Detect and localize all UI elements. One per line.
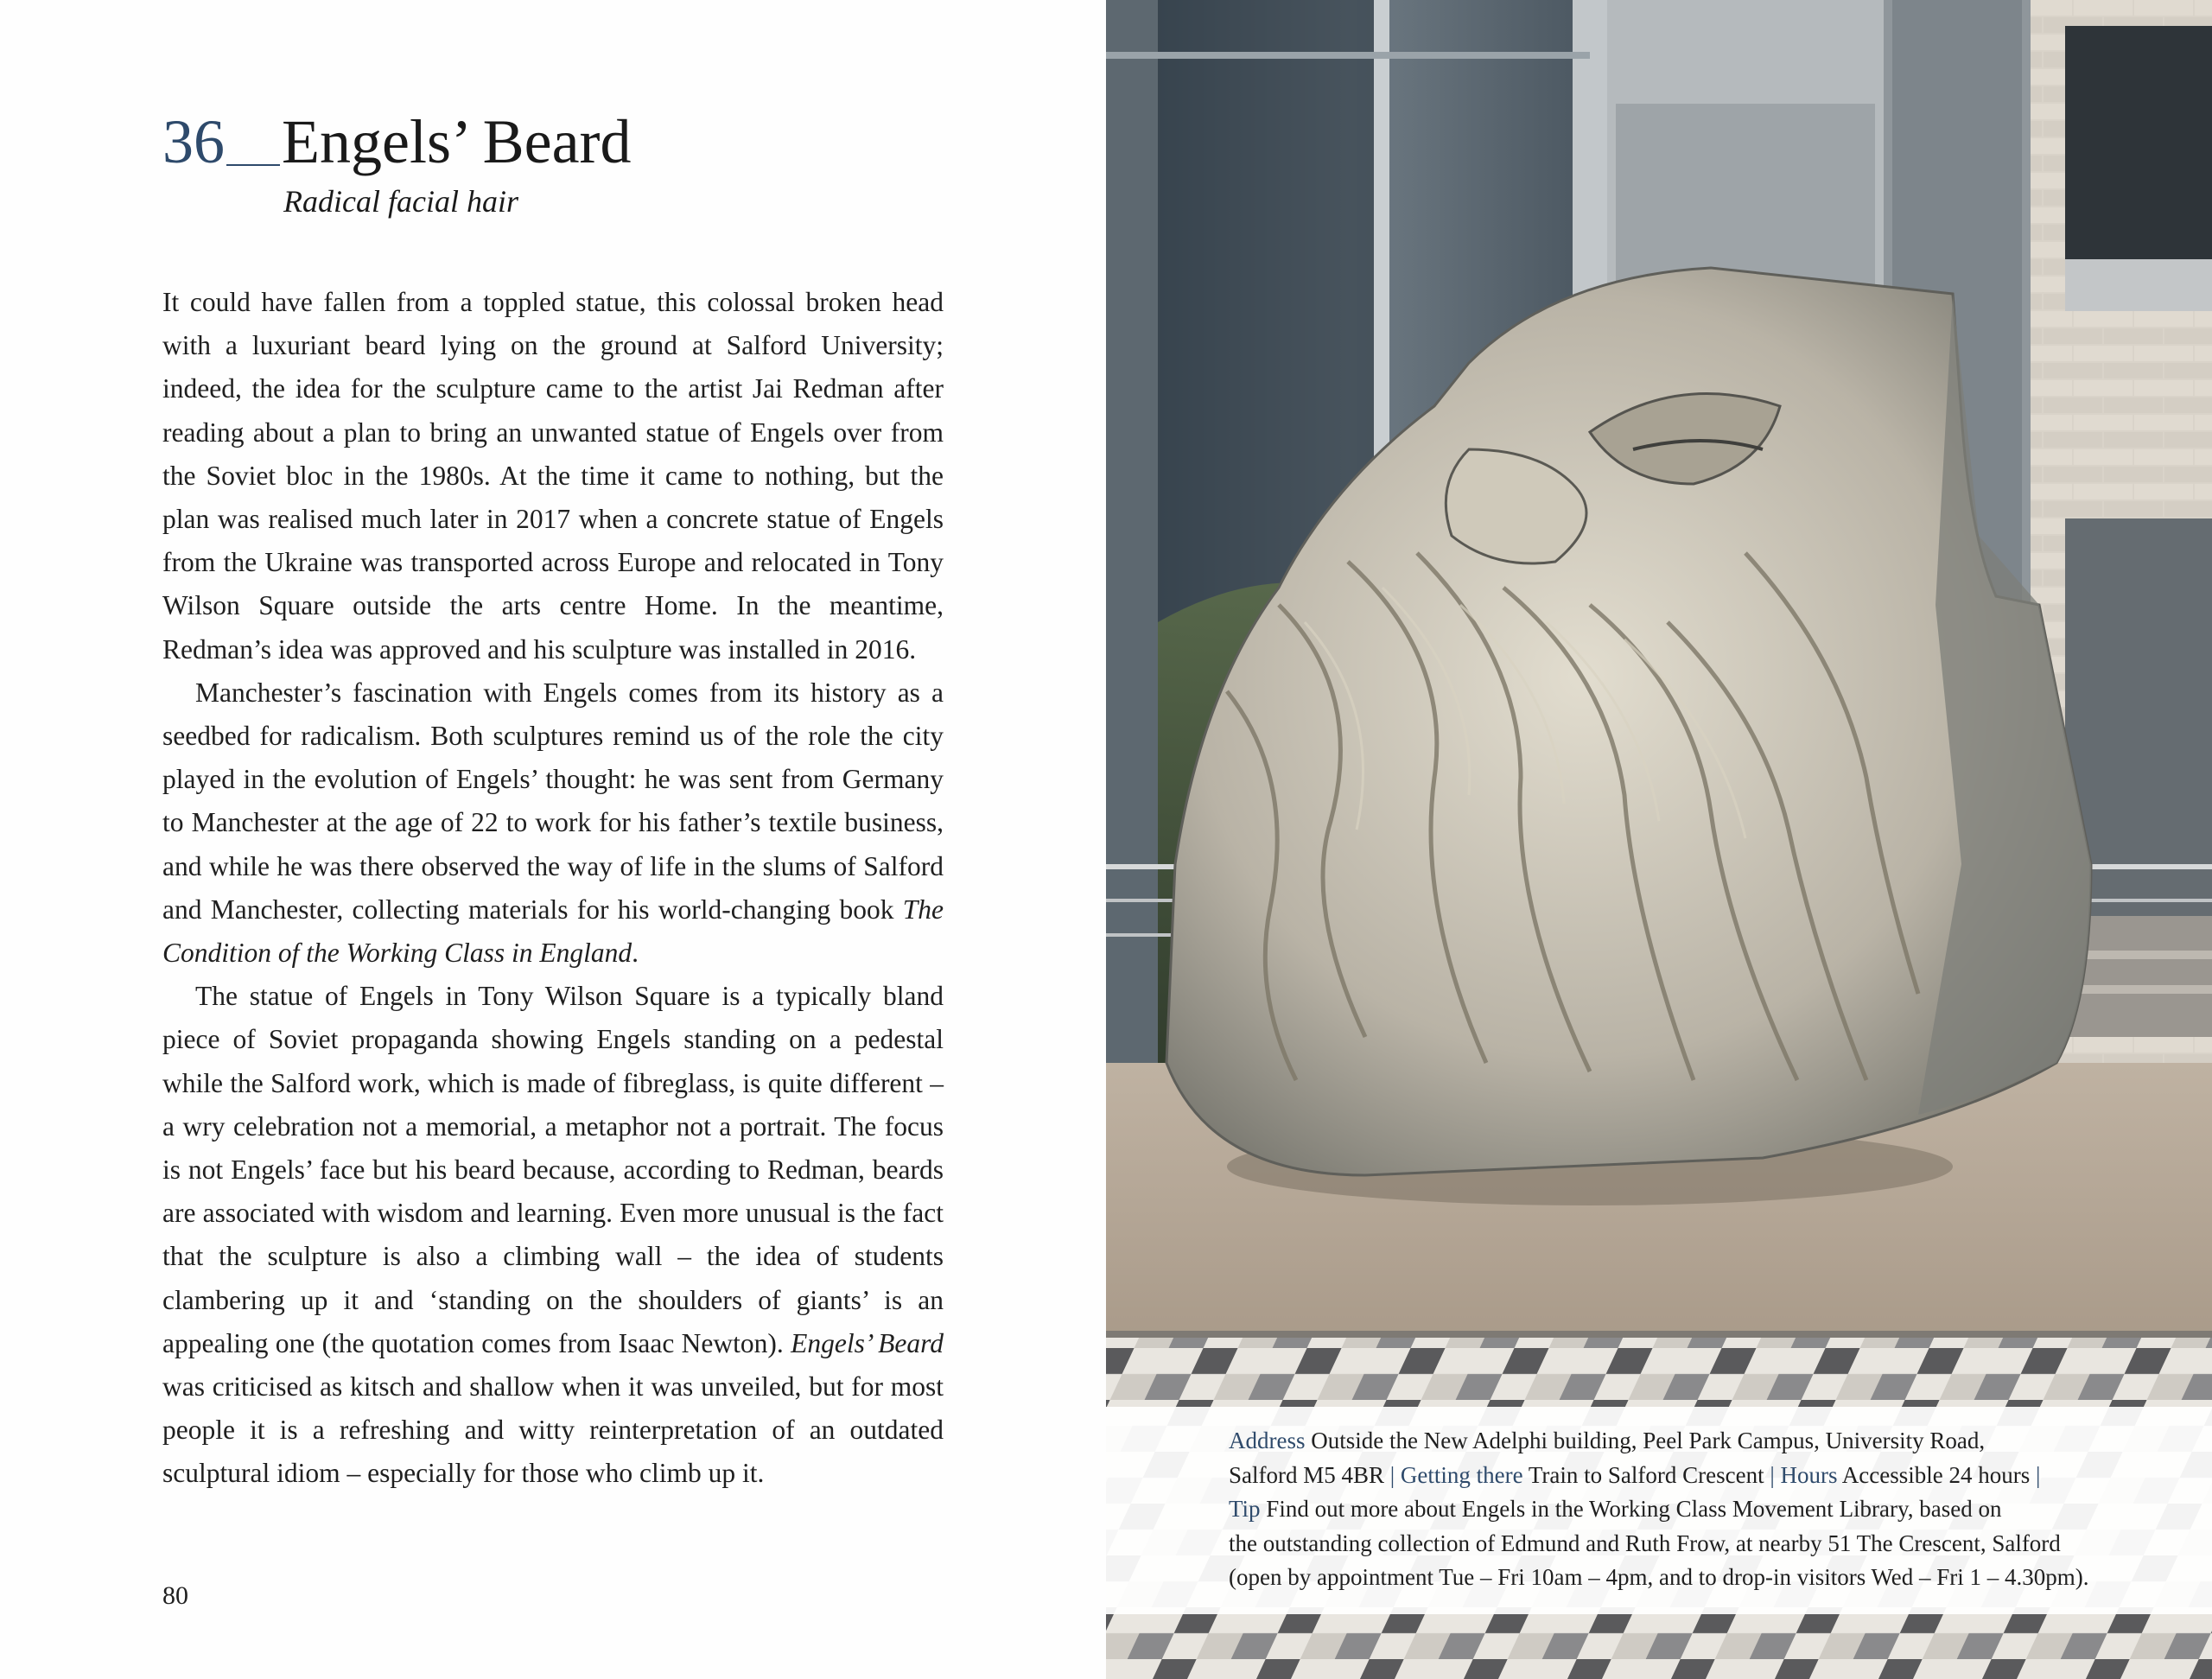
address-label: Address bbox=[1229, 1428, 1306, 1453]
caption-line-3 bbox=[1229, 1492, 2093, 1527]
chapter-heading bbox=[162, 107, 632, 219]
paragraph-2-end: . bbox=[632, 938, 639, 969]
right-page bbox=[1106, 0, 2212, 1679]
address-value-2: Salford M5 4BR bbox=[1229, 1461, 1385, 1488]
paragraph-3 bbox=[162, 975, 944, 1495]
address-value-1: Outside the New Adelphi building, Peel Park Campus, University Road, bbox=[1305, 1428, 1986, 1453]
hours-value: Accessible 24 hours bbox=[1837, 1461, 2031, 1488]
chapter-number: 36 bbox=[162, 107, 225, 176]
paragraph-2-text: Manchester’s fascination with Engels comes from its history as a seedbed for radicalism. Both sculptures remind us of the role the city played in the evolution of Engels’ thought: he was sent from Germany to Manchester at the age of 22 to work for his father’s textile business, and while he was there observed the way of life in the slums of Salford and Manchester, collecting materials for his world-changing book bbox=[162, 677, 944, 925]
caption-line-4: the outstanding collection of Edmund and Ruth Frow, at nearby 51 The Crescent, Salford bbox=[1229, 1530, 2061, 1556]
paragraph-2 bbox=[162, 671, 944, 975]
body-text bbox=[162, 281, 944, 1496]
caption-line-1 bbox=[1229, 1424, 2093, 1459]
separator: | bbox=[2030, 1461, 2041, 1488]
paragraph-1: It could have fallen from a toppled statue, this colossal broken head with a luxuriant beard lying on the ground at Salford University; indeed, the idea for the sculpture came to the artist Jai Redman after reading about a plan to bring an unwanted statue of Engels over from the Soviet bloc in the 1980s. At the time it came to nothing, but the plan was realised much later in 2017 when a concrete statue of Engels from the Ukraine was transported across Europe and relocated in Tony Wilson Square outside the arts centre Home. In the meantime, Redman’s idea was approved and his sculpture was installed in 2016. bbox=[162, 287, 944, 665]
paragraph-3-text: The statue of Engels in Tony Wilson Square is a typically bland piece of Soviet propaganda showing Engels standing on a pedestal while the Salford work, which is made of fibreglass, is quite different – a wry celebration not a memorial, a metaphor not a portrait. The focus is not Engels’ face but his beard because, according to Redman, beards are associated with wisdom and learning. Even more unusual is the fact that the sculpture is also a climbing wall – the idea of students clambering up it and ‘standing on the shoulders of giants’ is an appealing one (the quotation comes from Isaac Newton). bbox=[162, 981, 944, 1358]
chapter-dash bbox=[226, 164, 280, 166]
tip-value-1: Find out more about Engels in the Working Class Movement Library, based on bbox=[1260, 1496, 2002, 1522]
caption-line-2 bbox=[1229, 1459, 2093, 1493]
getting-there-label: Getting there bbox=[1400, 1461, 1523, 1488]
tip-label: Tip bbox=[1229, 1496, 1261, 1522]
page-number: 80 bbox=[162, 1581, 188, 1610]
separator: | bbox=[1764, 1461, 1781, 1488]
paragraph-3-end: was criticised as kitsch and shallow when it was unveiled, but for most people it is a refreshing and witty reinterpretation of an outdated sculptural idiom – especially for those who climb up it. bbox=[162, 1371, 944, 1489]
hours-label: Hours bbox=[1780, 1461, 1838, 1488]
work-title: Engels’ Beard bbox=[791, 1327, 944, 1358]
caption-text bbox=[1229, 1424, 2093, 1595]
book-title: The Condition of the Working Class in England bbox=[162, 894, 944, 969]
separator: | bbox=[1384, 1461, 1401, 1488]
caption-line-5: (open by appointment Tue – Fri 10am – 4pm, and to drop-in visitors Wed – Fri 1 – 4.30pm). bbox=[1229, 1564, 2089, 1590]
chapter-title: Engels’ Beard bbox=[282, 107, 632, 176]
getting-there-value: Train to Salford Crescent bbox=[1522, 1461, 1764, 1488]
chapter-subtitle: Radical facial hair bbox=[283, 184, 518, 219]
